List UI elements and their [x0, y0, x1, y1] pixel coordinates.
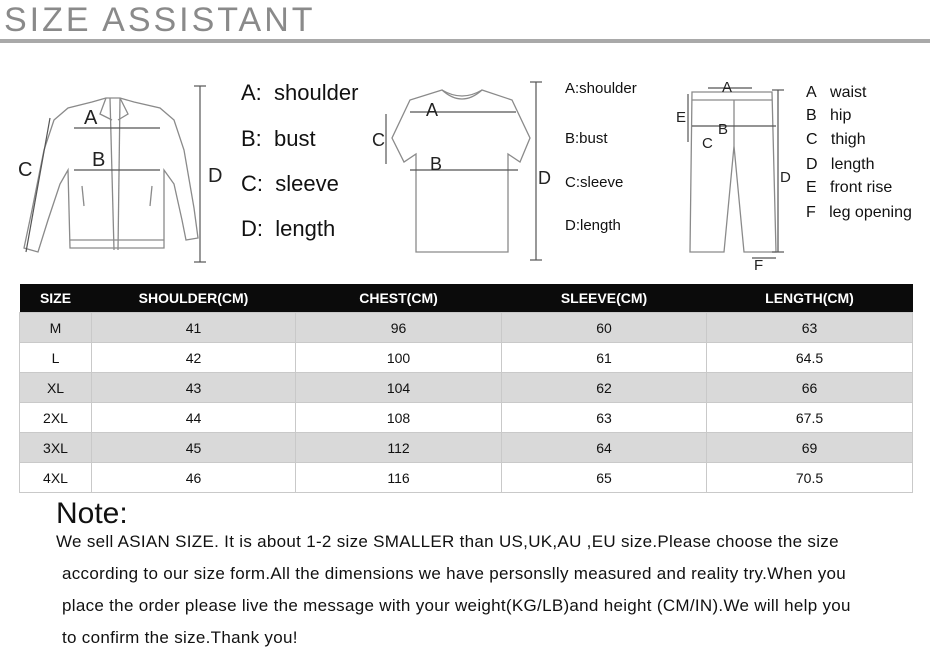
title-divider [0, 39, 930, 43]
table-cell: 64.5 [707, 343, 913, 373]
table-header-row [20, 284, 913, 313]
table-cell: 61 [502, 343, 707, 373]
table-cell: M [20, 313, 92, 343]
tshirt-label-d: D [538, 168, 551, 188]
jacket-label-d: D [208, 165, 223, 187]
column-header-sleeve: SLEEVE(CM) [502, 284, 707, 313]
table-cell: 104 [296, 373, 502, 403]
legend-item: B:bust [565, 130, 608, 147]
legend-item: B: bust [241, 126, 316, 151]
tshirt-legend [565, 80, 675, 240]
tshirt-label-a: A [426, 100, 439, 120]
table-cell: 4XL [20, 463, 92, 493]
tshirt-diagram [370, 78, 560, 264]
pants-label-b: B [718, 121, 729, 138]
table-cell: 2XL [20, 403, 92, 433]
table-cell: 66 [707, 373, 913, 403]
legend-item: F leg opening [806, 204, 912, 221]
note-line: according to our size form.All the dimensions we have personslly measured and reality try.When you [62, 564, 847, 583]
table-cell: 63 [502, 403, 707, 433]
table-cell: 100 [296, 343, 502, 373]
jacket-diagram [14, 80, 224, 270]
jacket-label-a: A [84, 107, 98, 129]
jacket-legend [241, 80, 391, 250]
pants-legend [806, 84, 930, 234]
legend-item: A: shoulder [241, 80, 359, 105]
table-row [20, 433, 913, 463]
table-cell: 41 [92, 313, 296, 343]
column-header-size: SIZE [20, 284, 92, 313]
legend-item: D: length [241, 216, 336, 241]
table-cell: 65 [502, 463, 707, 493]
legend-item: E front rise [806, 179, 893, 196]
legend-item: C:sleeve [565, 174, 624, 191]
page-title: SIZE ASSISTANT [4, 1, 316, 39]
jacket-label-b: B [92, 149, 106, 171]
legend-item: A waist [806, 84, 867, 101]
legend-item: C thigh [806, 131, 866, 148]
table-cell: 44 [92, 403, 296, 433]
tshirt-label-b: B [430, 154, 443, 174]
table-row [20, 343, 913, 373]
table-cell: 112 [296, 433, 502, 463]
pants-label-f: F [754, 257, 764, 272]
column-header-chest: CHEST(CM) [296, 284, 502, 313]
table-cell: L [20, 343, 92, 373]
table-cell: 64 [502, 433, 707, 463]
table-cell: 3XL [20, 433, 92, 463]
pants-label-e: E [676, 109, 687, 126]
table-cell: 116 [296, 463, 502, 493]
size-table [19, 284, 913, 493]
pants-diagram [672, 76, 802, 272]
column-header-shoulder: SHOULDER(CM) [92, 284, 296, 313]
table-cell: XL [20, 373, 92, 403]
tshirt-label-c: C [372, 130, 385, 150]
table-cell: 69 [707, 433, 913, 463]
table-cell: 42 [92, 343, 296, 373]
note-heading: Note: [56, 497, 128, 530]
pants-label-d: D [780, 169, 791, 186]
table-cell: 67.5 [707, 403, 913, 433]
note-line: to confirm the size.Thank you! [62, 628, 298, 647]
table-cell: 108 [296, 403, 502, 433]
table-row [20, 313, 913, 343]
table-cell: 96 [296, 313, 502, 343]
table-row [20, 463, 913, 493]
table-cell: 63 [707, 313, 913, 343]
pants-label-c: C [702, 135, 713, 152]
legend-item: D:length [565, 217, 621, 234]
legend-item: A:shoulder [565, 80, 637, 97]
legend-item: C: sleeve [241, 171, 339, 196]
table-cell: 62 [502, 373, 707, 403]
jacket-label-c: C [18, 159, 33, 181]
note-line: We sell ASIAN SIZE. It is about 1-2 size SMALLER than US,UK,AU ,EU size.Please choose the size [56, 532, 839, 551]
pants-label-a: A [722, 79, 733, 96]
table-row [20, 373, 913, 403]
table-cell: 45 [92, 433, 296, 463]
legend-item: B hip [806, 107, 852, 124]
legend-item: D length [806, 156, 875, 173]
table-cell: 46 [92, 463, 296, 493]
table-row [20, 403, 913, 433]
table-cell: 70.5 [707, 463, 913, 493]
table-cell: 60 [502, 313, 707, 343]
note-line: place the order please live the message with your weight(KG/LB)and height (CM/IN).We will help you [62, 596, 851, 615]
column-header-length: LENGTH(CM) [707, 284, 913, 313]
table-cell: 43 [92, 373, 296, 403]
